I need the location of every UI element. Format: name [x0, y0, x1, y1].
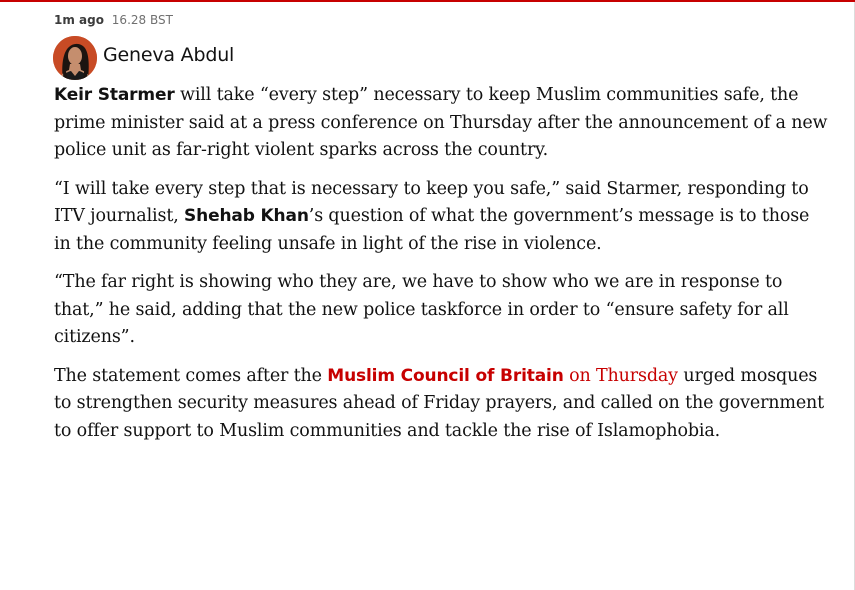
link-muslim-council-of-britain[interactable]: Muslim Council of Britain — [327, 365, 564, 386]
paragraph-2 — [54, 176, 829, 259]
live-blog-entry — [54, 10, 829, 456]
author-avatar — [53, 36, 97, 80]
author-name[interactable]: Geneva Abdul — [103, 44, 235, 66]
time-ago[interactable]: 1m ago — [54, 13, 104, 27]
paragraph-2-after: ’s question of what the government’s message is to those in the community feeling unsafe in light of the rise in violence. — [54, 206, 810, 254]
paragraph-1 — [54, 82, 829, 165]
paragraph-2-before: “I will take every step that is necessary to keep you safe,” said Starmer, responding to ITV journalist, — [54, 178, 809, 226]
link-on-thursday[interactable]: on Thursday — [569, 365, 678, 386]
paragraph-3-text: “The far right is showing who they are, we have to show who we are in response to that,” he said, adding that the new police taskforce in order to “ensure safety for all citizens”. — [54, 272, 789, 347]
byline — [53, 36, 829, 76]
paragraph-1-text: will take “every step” necessary to keep Muslim communities safe, the prime minister said at a press conference on Thursday after the announcement of a new police unit as far-right violent sparks across the country. — [54, 85, 828, 160]
timestamp: 16.28 BST — [111, 13, 173, 27]
entry-meta — [54, 10, 829, 30]
paragraph-4-after: urged mosques to strengthen security measures ahead of Friday prayers, and called on the government to offer support to Muslim communities and tackle the rise of Islamophobia. — [54, 365, 825, 441]
bold-name-keir-starmer: Keir Starmer — [54, 85, 175, 105]
paragraph-4-before: The statement comes after the — [54, 365, 328, 386]
top-accent-rule — [0, 0, 855, 2]
paragraph-3 — [54, 269, 829, 352]
paragraph-4 — [54, 363, 829, 446]
bold-name-shehab-khan: Shehab Khan — [184, 206, 309, 226]
entry-body — [54, 82, 829, 445]
